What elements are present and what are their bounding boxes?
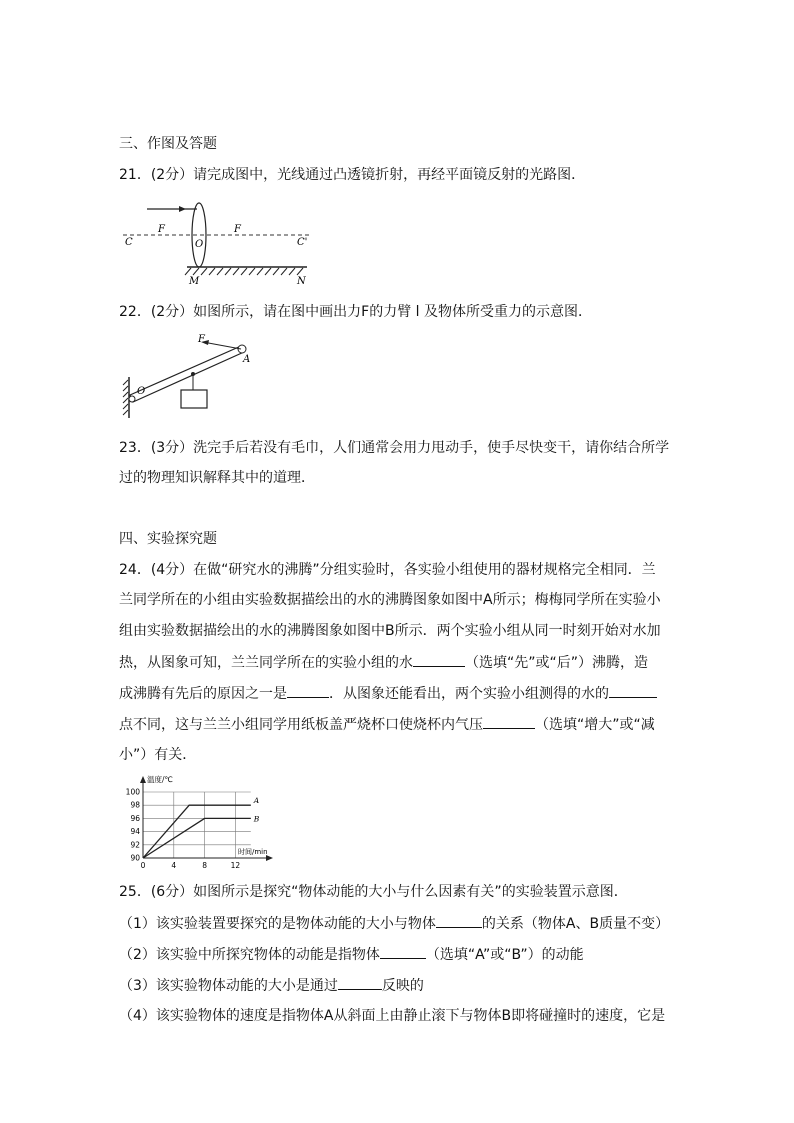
question-24-line3: 组由实验数据描绘出的水的沸腾图象如图中B所示．两个实验小组从同一时刻开始对水加 [119,623,661,639]
question-25-item2: （2）该实验中所探究物体的动能是指物体 （选填“A”或“B”）的动能 [119,944,584,965]
y-axis-label: 温度/℃ [147,775,173,784]
blank-pressure[interactable] [483,714,535,729]
wall-hatching [123,380,128,415]
blank-item3[interactable] [338,975,382,990]
y-tick-98: 98 [130,800,140,810]
force-arrow [203,342,241,349]
mirror-hatching [185,268,303,275]
question-23-line2: 过的物理知识解释其中的道理． [119,470,315,486]
x-tick-8: 8 [202,861,207,870]
y-tick-90: 90 [130,853,140,863]
question-24-line2: 兰同学所在的小组由实验数据描绘出的水的沸腾图象如图中A所示；梅梅同学所在实验小 [119,592,661,608]
question-24-line6: 点不同，这与兰兰小组同学用纸板盖严烧杯口使烧杯内气压 （选填“增大”或“减 [119,714,655,735]
weight-block [181,390,207,408]
series-a-label: A [253,796,260,806]
label-o: O [195,239,204,250]
question-25-item3: （3）该实验物体动能的大小是通过 反映的 [119,975,424,996]
label-f-right: F [234,224,241,235]
x-axis-label: 时间/min [238,848,268,856]
question-21: 21．(2分）请完成图中，光线通过凸透镜折射，再经平面镜反射的光路图． [119,167,586,183]
boiling-chart-svg [119,774,284,872]
question-25-item4: （4）该实验物体的速度是指物体A从斜面上由静止滚下与物体B即将碰撞时的速度，它是 [119,1008,666,1024]
x-tick-4: 4 [171,861,177,870]
label-f: F [198,334,205,345]
question-24-line1: 24．(4分）在做“研究水的沸腾”分组实验时，各实验小组使用的器材规格完全相同．兰 [119,562,656,578]
label-c-prime: C' [297,237,308,248]
section-heading-3: 三、作图及答题 [119,136,217,152]
question-24-line7: 小”）有关． [119,747,197,763]
y-tick-96: 96 [130,813,140,823]
series-b-label: B [253,814,260,824]
blank-item1[interactable] [436,913,482,928]
label-f-left: F [158,224,165,235]
y-tick-92: 92 [130,840,140,850]
blank-reason[interactable] [287,683,329,698]
question-25: 25．(6分）如图所示是探究“物体动能的大小与什么因素有关”的实验装置示意图． [119,884,628,900]
x-tick-12: 12 [230,861,241,870]
question-25-item1: （1）该实验装置要探究的是物体动能的大小与物体 的关系（物体A、B质量不变） [119,913,669,934]
pivot-o [129,396,135,402]
question-24-line4: 热，从图象可知，兰兰同学所在的实验小组的水 （选填“先”或“后”）沸腾，造 [119,652,648,673]
lens-mirror-figure [119,195,314,287]
blank-boil-order[interactable] [413,652,465,667]
y-tick-100: 100 [125,787,140,797]
hang-point [191,372,195,376]
ray-arrow-icon [179,206,186,212]
x-tick-labels [141,861,241,870]
x-tick-0: 0 [140,861,146,870]
series-b-line [143,818,251,858]
question-22: 22．(2分）如图所示，请在图中画出力F的力臂 l 及物体所受重力的示意图． [119,304,593,320]
label-a: A [243,354,251,365]
y-tick-94: 94 [130,827,140,837]
boiling-chart [119,774,284,872]
label-o: O [137,386,146,397]
y-axis-arrow-icon [140,776,146,783]
question-24-line5: 成沸腾有先后的原因之一是 ．从图象还能看出，两个实验小组测得的水的 [119,683,657,704]
lever-figure [119,332,254,418]
y-tick-labels [126,788,141,863]
blank-item2[interactable] [380,944,426,959]
section-heading-4: 四、实验探究题 [119,531,217,547]
label-m: M [189,276,200,287]
label-c: C [125,237,133,248]
blank-point[interactable] [609,683,657,698]
label-n: N [297,276,306,287]
question-23-line1: 23．(3分）洗完手后若没有毛巾，人们通常会用力甩动手，使手尽快变干，请你结合所学 [119,440,670,456]
